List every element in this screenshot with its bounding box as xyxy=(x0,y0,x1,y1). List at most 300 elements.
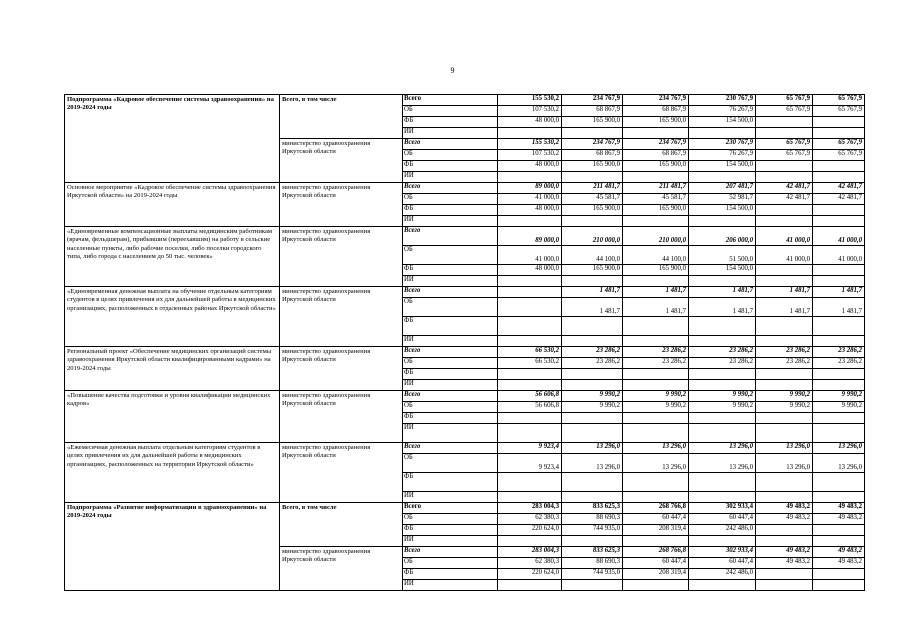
value-cell: 41 000,0 xyxy=(498,194,562,205)
value-cell: 211 481,7 xyxy=(623,183,689,194)
funding-source-cell: ИИ xyxy=(403,424,498,443)
value-cell xyxy=(562,128,623,139)
value-cell xyxy=(623,216,689,227)
funding-source-cell: ИИ xyxy=(403,336,498,347)
value-cell xyxy=(689,216,756,227)
value-cell: 283 004,3 xyxy=(498,547,562,558)
value-cell: 165 900,0 xyxy=(562,161,623,172)
value-cell xyxy=(813,172,865,183)
value-cell: 165 900,0 xyxy=(562,265,623,276)
value-cell: 68 867,9 xyxy=(623,150,689,161)
measure-name: «Единовременные компенсационные выплаты медицинским работникам (врачам, фельдшерам), прибывшим (переехавшим) на работу в сельские населенные пункты, либо рабочие поселки, либо поселки городского типа, либо города с населением до 50 тыс. человек» xyxy=(65,227,280,287)
value-cell: 89 000,0 xyxy=(498,183,562,194)
funding-source-cell: Всего xyxy=(403,95,498,106)
value-cell: 51 500,0 xyxy=(689,246,756,265)
value-cell: 302 933,4 xyxy=(689,547,756,558)
executor-cell: министерство здравоохранения Иркутской области xyxy=(280,139,403,183)
value-cell xyxy=(689,336,756,347)
value-cell: 208 319,4 xyxy=(623,525,689,536)
value-cell: 89 000,0 xyxy=(498,227,562,246)
value-cell: 13 296,0 xyxy=(623,443,689,454)
value-cell: 206 000,0 xyxy=(689,227,756,246)
table-row xyxy=(65,347,865,358)
value-cell: 154 500,0 xyxy=(689,161,756,172)
value-cell: 49 483,2 xyxy=(756,558,813,569)
value-cell: 68 867,9 xyxy=(562,106,623,117)
value-cell xyxy=(813,369,865,380)
funding-source-cell: ИИ xyxy=(403,128,498,139)
value-cell xyxy=(623,580,689,591)
value-cell: 165 900,0 xyxy=(623,161,689,172)
value-cell xyxy=(562,536,623,547)
funding-source-cell: ФБ xyxy=(403,117,498,128)
table-row xyxy=(65,227,865,246)
value-cell xyxy=(756,276,813,287)
value-cell: 49 483,2 xyxy=(813,558,865,569)
funding-source-cell: ФБ xyxy=(403,369,498,380)
value-cell: 48 000,0 xyxy=(498,205,562,216)
value-cell: 56 606,8 xyxy=(498,391,562,402)
measure-name: «Ежемесячная денежная выплата отдельным категориям студентов в целях привлечения их для дальнейшей работы в медицинских организациях, расположенных на территории Иркутской области» xyxy=(65,443,280,503)
funding-source-cell: ФБ xyxy=(403,569,498,580)
value-cell xyxy=(623,336,689,347)
value-cell xyxy=(756,473,813,492)
funding-source-cell: ФБ xyxy=(403,265,498,276)
value-cell xyxy=(623,424,689,443)
value-cell xyxy=(498,336,562,347)
funding-source-cell: ФБ xyxy=(403,205,498,216)
value-cell xyxy=(689,424,756,443)
table-row xyxy=(65,443,865,454)
funding-source-cell: ОБ xyxy=(403,106,498,117)
value-cell: 154 500,0 xyxy=(689,265,756,276)
value-cell xyxy=(756,216,813,227)
value-cell: 62 380,3 xyxy=(498,514,562,525)
value-cell xyxy=(756,569,813,580)
value-cell: 42 481,7 xyxy=(813,183,865,194)
value-cell: 9 990,2 xyxy=(562,391,623,402)
value-cell: 1 481,7 xyxy=(562,298,623,317)
value-cell xyxy=(562,317,623,336)
executor-cell: министерство здравоохранения Иркутской области xyxy=(280,443,403,503)
funding-source-cell: ОБ xyxy=(403,402,498,413)
executor-cell: министерство здравоохранения Иркутской области xyxy=(280,391,403,443)
value-cell: 45 581,7 xyxy=(623,194,689,205)
value-cell: 268 766,8 xyxy=(623,503,689,514)
value-cell: 9 990,2 xyxy=(813,391,865,402)
value-cell xyxy=(756,128,813,139)
value-cell xyxy=(498,413,562,424)
funding-source-cell: ИИ xyxy=(403,580,498,591)
value-cell xyxy=(813,336,865,347)
value-cell: 1 481,7 xyxy=(756,287,813,298)
value-cell: 9 923,4 xyxy=(498,443,562,454)
value-cell xyxy=(498,580,562,591)
value-cell: 66 530,2 xyxy=(498,358,562,369)
value-cell: 165 900,0 xyxy=(623,205,689,216)
value-cell xyxy=(498,216,562,227)
value-cell: 65 767,9 xyxy=(756,150,813,161)
measure-name: «Повышение качества подготовки и уровня квалификации медицинских кадров» xyxy=(65,391,280,443)
funding-source-cell: ИИ xyxy=(403,276,498,287)
value-cell: 13 296,0 xyxy=(689,454,756,473)
value-cell: 48 000,0 xyxy=(498,117,562,128)
value-cell: 65 767,9 xyxy=(756,95,813,106)
value-cell xyxy=(689,580,756,591)
value-cell: 45 581,7 xyxy=(562,194,623,205)
funding-source-cell: ИИ xyxy=(403,380,498,391)
funding-source-cell: Всего xyxy=(403,443,498,454)
value-cell xyxy=(623,413,689,424)
value-cell: 9 990,2 xyxy=(813,402,865,413)
value-cell: 52 981,7 xyxy=(689,194,756,205)
value-cell: 60 447,4 xyxy=(623,514,689,525)
value-cell: 42 481,7 xyxy=(756,194,813,205)
value-cell: 107 530,2 xyxy=(498,106,562,117)
value-cell xyxy=(756,369,813,380)
value-cell xyxy=(813,580,865,591)
value-cell xyxy=(623,276,689,287)
value-cell: 9 990,2 xyxy=(756,402,813,413)
table-row xyxy=(65,183,865,194)
value-cell: 155 530,2 xyxy=(498,139,562,150)
funding-source-cell: ИИ xyxy=(403,172,498,183)
value-cell xyxy=(756,492,813,503)
value-cell xyxy=(756,424,813,443)
funding-source-cell: ФБ xyxy=(403,413,498,424)
value-cell xyxy=(562,580,623,591)
value-cell: 165 900,0 xyxy=(562,117,623,128)
value-cell: 154 500,0 xyxy=(689,205,756,216)
value-cell: 1 481,7 xyxy=(813,298,865,317)
value-cell: 744 935,0 xyxy=(562,569,623,580)
funding-source-cell: Всего xyxy=(403,287,498,298)
value-cell: 68 867,9 xyxy=(623,106,689,117)
funding-source-cell: ОБ xyxy=(403,514,498,525)
value-cell: 1 481,7 xyxy=(562,287,623,298)
value-cell: 13 296,0 xyxy=(562,454,623,473)
value-cell xyxy=(756,413,813,424)
value-cell xyxy=(813,473,865,492)
value-cell: 13 296,0 xyxy=(623,454,689,473)
value-cell: 210 000,0 xyxy=(623,227,689,246)
value-cell xyxy=(562,369,623,380)
value-cell: 49 483,2 xyxy=(813,547,865,558)
value-cell: 41 000,0 xyxy=(756,227,813,246)
executor-cell: министерство здравоохранения Иркутской области xyxy=(280,347,403,391)
value-cell xyxy=(498,128,562,139)
value-cell: 1 481,7 xyxy=(623,287,689,298)
value-cell xyxy=(623,369,689,380)
value-cell: 76 267,9 xyxy=(689,150,756,161)
value-cell xyxy=(689,276,756,287)
value-cell xyxy=(498,492,562,503)
value-cell: 41 000,0 xyxy=(813,246,865,265)
value-cell xyxy=(813,276,865,287)
value-cell: 9 990,2 xyxy=(562,402,623,413)
value-cell: 23 286,2 xyxy=(562,347,623,358)
value-cell: 42 481,7 xyxy=(813,194,865,205)
value-cell: 49 483,2 xyxy=(813,514,865,525)
funding-source-cell: Всего xyxy=(403,547,498,558)
measure-name: Подпрограмма «Кадровое обеспечение системы здравоохранения» на 2019-2024 годы xyxy=(65,95,280,183)
value-cell xyxy=(689,473,756,492)
value-cell xyxy=(689,317,756,336)
value-cell xyxy=(813,128,865,139)
funding-source-cell: Всего xyxy=(403,183,498,194)
value-cell xyxy=(813,317,865,336)
value-cell xyxy=(498,536,562,547)
value-cell: 44 100,0 xyxy=(623,246,689,265)
value-cell xyxy=(623,128,689,139)
value-cell: 154 500,0 xyxy=(689,117,756,128)
value-cell xyxy=(813,569,865,580)
value-cell: 41 000,0 xyxy=(498,246,562,265)
measure-name: Основное мероприятие «Кадровое обеспечение системы здравоохранения Иркутской области» на 2019-2024 годы xyxy=(65,183,280,227)
value-cell xyxy=(813,413,865,424)
value-cell xyxy=(756,172,813,183)
value-cell: 13 296,0 xyxy=(756,443,813,454)
value-cell: 9 990,2 xyxy=(689,391,756,402)
value-cell: 9 990,2 xyxy=(756,391,813,402)
value-cell: 65 767,9 xyxy=(756,106,813,117)
value-cell xyxy=(756,265,813,276)
value-cell xyxy=(756,380,813,391)
funding-source-cell: ОБ xyxy=(403,558,498,569)
value-cell xyxy=(562,492,623,503)
value-cell: 234 767,9 xyxy=(562,95,623,106)
value-cell: 9 990,2 xyxy=(689,402,756,413)
value-cell: 1 481,7 xyxy=(689,287,756,298)
funding-source-cell: Всего xyxy=(403,227,498,246)
value-cell: 60 447,4 xyxy=(689,514,756,525)
value-cell xyxy=(623,536,689,547)
executor-cell: Всего, в том числе xyxy=(280,95,403,139)
value-cell: 230 767,9 xyxy=(689,95,756,106)
value-cell xyxy=(689,172,756,183)
value-cell: 744 935,0 xyxy=(562,525,623,536)
value-cell: 23 286,2 xyxy=(689,347,756,358)
value-cell xyxy=(562,473,623,492)
value-cell xyxy=(756,117,813,128)
value-cell xyxy=(498,380,562,391)
value-cell xyxy=(498,424,562,443)
value-cell: 13 296,0 xyxy=(562,443,623,454)
value-cell: 165 900,0 xyxy=(623,265,689,276)
value-cell: 76 267,9 xyxy=(689,106,756,117)
value-cell: 1 481,7 xyxy=(689,298,756,317)
value-cell: 1 481,7 xyxy=(623,298,689,317)
value-cell: 23 286,2 xyxy=(562,358,623,369)
funding-source-cell: ИИ xyxy=(403,536,498,547)
value-cell: 23 286,2 xyxy=(623,358,689,369)
value-cell xyxy=(756,525,813,536)
value-cell xyxy=(756,317,813,336)
executor-cell: министерство здравоохранения Иркутской области xyxy=(280,183,403,227)
value-cell xyxy=(689,536,756,547)
value-cell: 13 296,0 xyxy=(813,454,865,473)
value-cell xyxy=(498,276,562,287)
value-cell: 833 625,3 xyxy=(562,503,623,514)
value-cell: 41 000,0 xyxy=(813,227,865,246)
value-cell xyxy=(689,380,756,391)
value-cell xyxy=(562,276,623,287)
funding-source-cell: ОБ xyxy=(403,194,498,205)
value-cell: 9 990,2 xyxy=(623,402,689,413)
value-cell xyxy=(756,205,813,216)
value-cell: 49 483,2 xyxy=(756,547,813,558)
value-cell: 13 296,0 xyxy=(689,443,756,454)
value-cell: 230 767,9 xyxy=(689,139,756,150)
value-cell xyxy=(756,536,813,547)
funding-source-cell: Всего xyxy=(403,139,498,150)
funding-source-cell: ОБ xyxy=(403,150,498,161)
table-row xyxy=(65,95,865,106)
value-cell xyxy=(756,161,813,172)
table-row xyxy=(65,391,865,402)
value-cell: 220 624,0 xyxy=(498,525,562,536)
value-cell xyxy=(689,492,756,503)
value-cell: 165 900,0 xyxy=(623,117,689,128)
value-cell: 155 530,2 xyxy=(498,95,562,106)
value-cell: 211 481,7 xyxy=(562,183,623,194)
value-cell: 207 481,7 xyxy=(689,183,756,194)
funding-source-cell: ОБ xyxy=(403,246,498,265)
executor-cell: министерство здравоохранения Иркутской области xyxy=(280,287,403,347)
funding-source-cell: ОБ xyxy=(403,358,498,369)
value-cell: 283 004,3 xyxy=(498,503,562,514)
funding-source-cell: ФБ xyxy=(403,161,498,172)
measure-name: Региональный проект «Обеспечение медицинских организаций системы здравоохранения Иркутской области квалифицированными кадрами» на 2019-2024 годы xyxy=(65,347,280,391)
value-cell xyxy=(756,336,813,347)
value-cell: 833 625,3 xyxy=(562,547,623,558)
value-cell xyxy=(498,298,562,317)
funding-source-cell: Всего xyxy=(403,347,498,358)
funding-source-cell: ИИ xyxy=(403,216,498,227)
value-cell: 49 483,2 xyxy=(813,503,865,514)
executor-cell: министерство здравоохранения Иркутской области xyxy=(280,547,403,591)
value-cell xyxy=(498,473,562,492)
funding-source-cell: ФБ xyxy=(403,317,498,336)
value-cell xyxy=(623,317,689,336)
value-cell: 208 319,4 xyxy=(623,569,689,580)
value-cell xyxy=(689,128,756,139)
value-cell: 88 690,3 xyxy=(562,514,623,525)
value-cell: 49 483,2 xyxy=(756,503,813,514)
value-cell: 56 606,8 xyxy=(498,402,562,413)
funding-source-cell: ОБ xyxy=(403,298,498,317)
value-cell: 23 286,2 xyxy=(623,347,689,358)
value-cell xyxy=(623,473,689,492)
value-cell: 242 486,0 xyxy=(689,569,756,580)
value-cell: 65 767,9 xyxy=(813,150,865,161)
value-cell: 23 286,2 xyxy=(689,358,756,369)
value-cell: 302 933,4 xyxy=(689,503,756,514)
value-cell: 1 481,7 xyxy=(813,287,865,298)
value-cell: 60 447,4 xyxy=(689,558,756,569)
value-cell xyxy=(813,161,865,172)
value-cell xyxy=(813,216,865,227)
value-cell: 242 486,0 xyxy=(689,525,756,536)
value-cell: 88 690,3 xyxy=(562,558,623,569)
funding-source-cell: ФБ xyxy=(403,525,498,536)
value-cell xyxy=(813,525,865,536)
value-cell: 1 481,7 xyxy=(756,298,813,317)
value-cell: 49 483,2 xyxy=(756,514,813,525)
value-cell: 13 296,0 xyxy=(756,454,813,473)
value-cell xyxy=(813,265,865,276)
table-row xyxy=(65,287,865,298)
value-cell: 65 767,9 xyxy=(756,139,813,150)
value-cell: 234 767,9 xyxy=(623,95,689,106)
value-cell: 23 286,2 xyxy=(756,347,813,358)
value-cell xyxy=(562,380,623,391)
value-cell: 65 767,9 xyxy=(813,106,865,117)
executor-cell: Всего, в том числе xyxy=(280,503,403,547)
value-cell xyxy=(562,424,623,443)
value-cell: 44 100,0 xyxy=(562,246,623,265)
value-cell: 268 766,8 xyxy=(623,547,689,558)
value-cell: 210 000,0 xyxy=(562,227,623,246)
value-cell: 65 767,9 xyxy=(813,95,865,106)
value-cell xyxy=(562,216,623,227)
funding-source-cell: ФБ xyxy=(403,473,498,492)
value-cell xyxy=(562,413,623,424)
funding-source-cell: ИИ xyxy=(403,492,498,503)
budget-table xyxy=(64,94,865,591)
value-cell xyxy=(498,369,562,380)
value-cell xyxy=(813,380,865,391)
value-cell xyxy=(689,369,756,380)
value-cell: 165 900,0 xyxy=(562,205,623,216)
value-cell xyxy=(813,536,865,547)
value-cell: 41 000,0 xyxy=(756,246,813,265)
value-cell xyxy=(623,492,689,503)
value-cell: 65 767,9 xyxy=(813,139,865,150)
value-cell: 9 923,4 xyxy=(498,454,562,473)
value-cell: 234 767,9 xyxy=(562,139,623,150)
value-cell: 48 000,0 xyxy=(498,265,562,276)
value-cell xyxy=(498,172,562,183)
value-cell xyxy=(562,172,623,183)
value-cell: 42 481,7 xyxy=(756,183,813,194)
value-cell xyxy=(813,205,865,216)
value-cell: 68 867,9 xyxy=(562,150,623,161)
value-cell: 23 286,2 xyxy=(813,358,865,369)
page-number: 9 xyxy=(450,66,455,75)
value-cell: 66 530,2 xyxy=(498,347,562,358)
value-cell: 60 447,4 xyxy=(623,558,689,569)
funding-source-cell: Всего xyxy=(403,391,498,402)
value-cell: 9 990,2 xyxy=(623,391,689,402)
value-cell xyxy=(623,380,689,391)
measure-name: Подпрограмма «Развитие информатизации в здравоохранении» на 2019-2024 годы xyxy=(65,503,280,591)
funding-source-cell: Всего xyxy=(403,503,498,514)
value-cell xyxy=(813,424,865,443)
value-cell: 107 530,2 xyxy=(498,150,562,161)
value-cell: 23 286,2 xyxy=(813,347,865,358)
table-row xyxy=(65,503,865,514)
value-cell xyxy=(562,336,623,347)
value-cell: 220 624,0 xyxy=(498,569,562,580)
value-cell: 48 000,0 xyxy=(498,161,562,172)
value-cell xyxy=(813,492,865,503)
value-cell xyxy=(623,172,689,183)
measure-name: «Единовременная денежная выплата на обучение отдельным категориям студентов в целях привлечения их для дальнейшей работы в медицинских организациях, расположенных в отдаленных районах Иркутской области» xyxy=(65,287,280,347)
value-cell: 13 296,0 xyxy=(813,443,865,454)
value-cell xyxy=(813,117,865,128)
value-cell: 234 767,9 xyxy=(623,139,689,150)
